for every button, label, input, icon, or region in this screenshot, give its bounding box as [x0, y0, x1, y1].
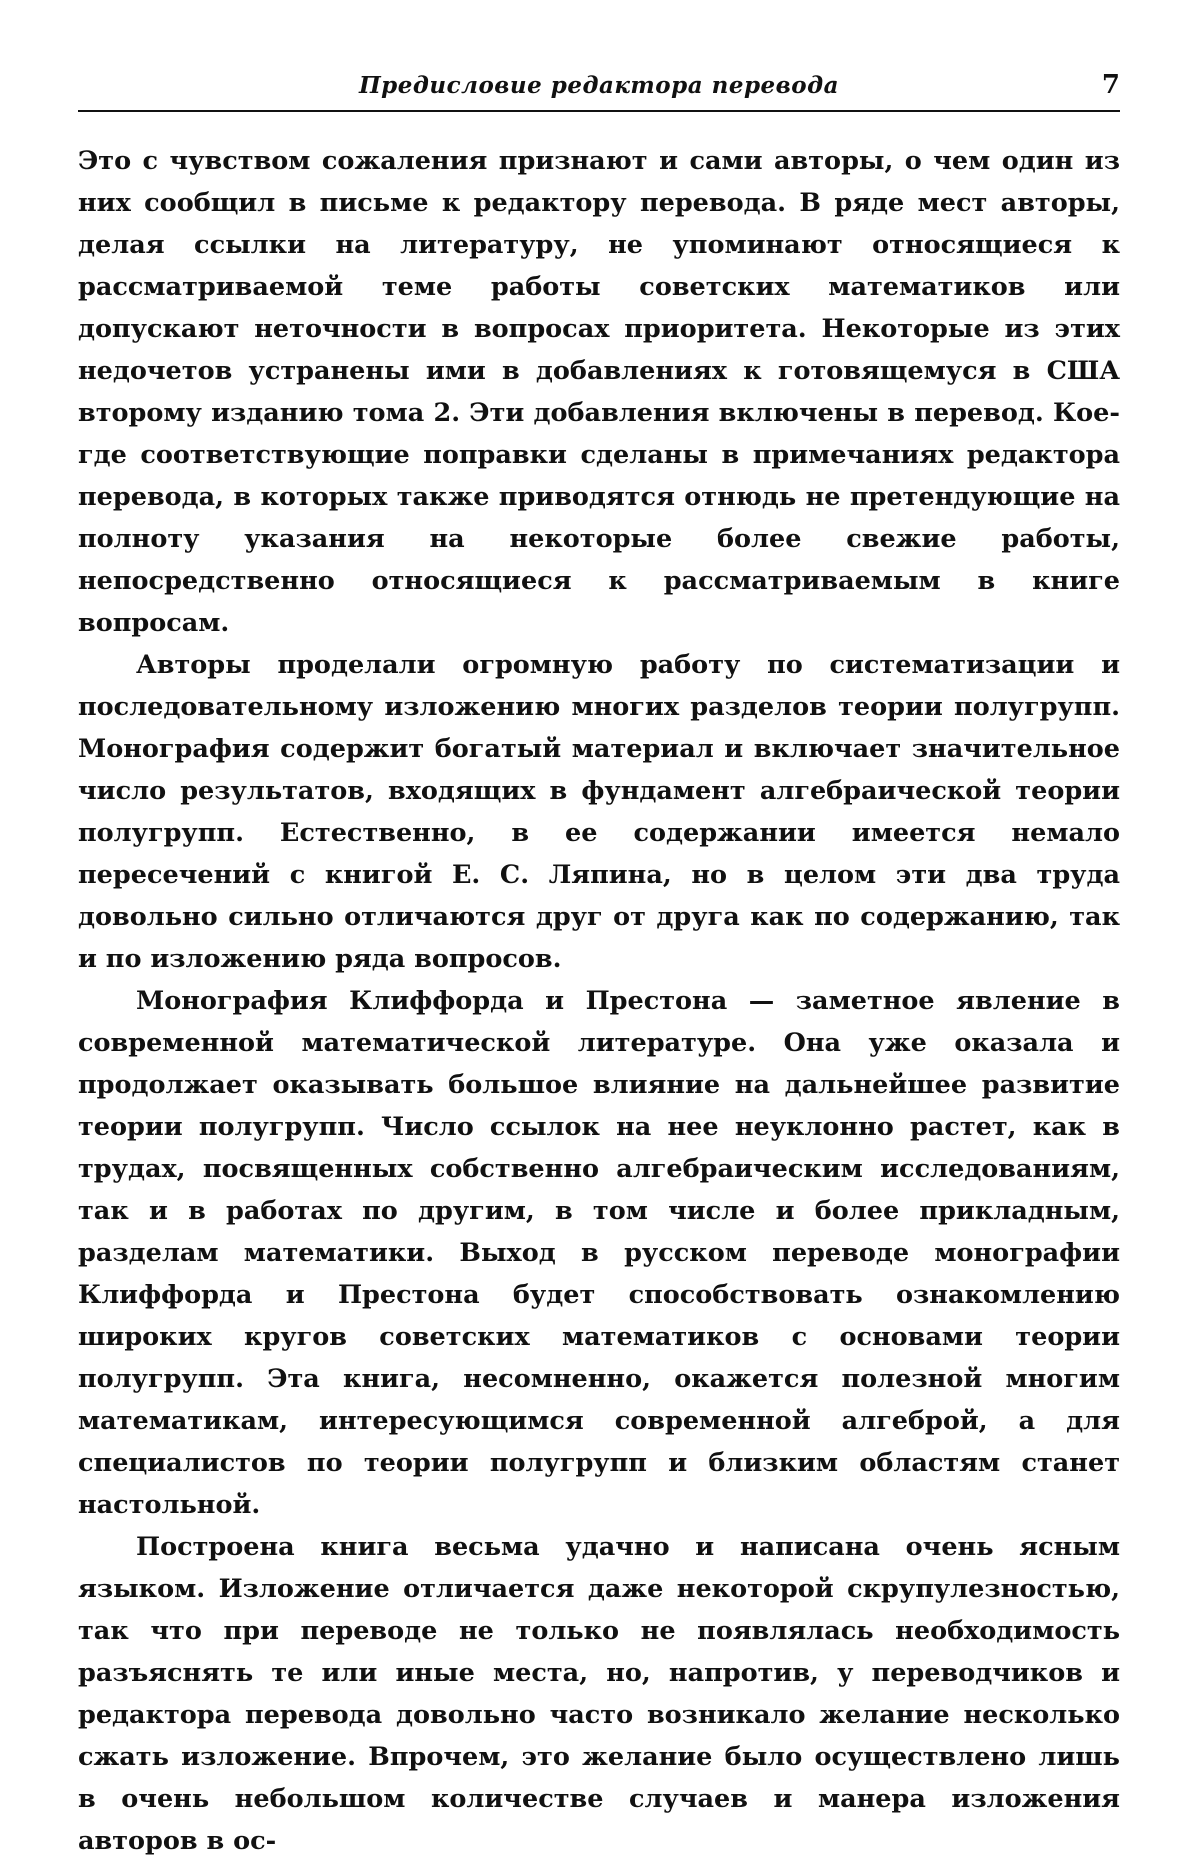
body-text — [78, 140, 1120, 1862]
book-page — [78, 70, 1120, 1856]
paragraph: Это с чувством сожаления признают и сами авторы, о чем один из них сообщил в письме к редактору перевода. В ряде мест авторы, делая ссылки на литературу, не упоминают относящиеся к рассматриваемой теме работы советских математиков или допускают неточности в вопросах приоритета. Некоторые из этих недочетов устранены ими в добавлениях к готовящемуся в США второму изданию тома 2. Эти добавления включены в перевод. Кое-где соответствующие поправки сделаны в примечаниях редактора перевода, в которых также приводятся отнюдь не претендующие на полноту указания на некоторые более свежие работы, непосредственно относящиеся к рассматриваемым в книге вопросам. — [78, 146, 1120, 638]
paragraph: Монография Клиффорда и Престона — заметное явление в современной математической литературе. Она уже оказала и продолжает оказывать большое влияние на дальнейшее развитие теории полугрупп. Число ссылок на нее неуклонно растет, как в трудах, посвященных собственно алгебраическим исследованиям, так и в работах по другим, в том числе и более прикладным, разделам математики. Выход в русском переводе монографии Клиффорда и Престона будет способствовать ознакомлению широких кругов советских математиков с основами теории полугрупп. Эта книга, несомненно, окажется полезной многим математикам, интересующимся современной алгеброй, а для специалистов по теории полугрупп и близким областям станет настольной. — [78, 986, 1120, 1520]
paragraph: Построена книга весьма удачно и написана очень ясным языком. Изложение отличается даже некоторой скрупулезностью, так что при переводе не только не появлялась необходимость разъяснять те или иные места, но, напротив, у переводчиков и редактора перевода довольно часто возникало желание несколько сжать изложение. Впрочем, это желание было осуществлено лишь в очень небольшом количестве случаев и манера изложения авторов в ос- — [78, 1532, 1120, 1856]
running-head — [78, 70, 1120, 112]
page-number: 7 — [1101, 70, 1120, 100]
running-title: Предисловие редактора перевода — [358, 72, 840, 99]
paragraph: Авторы проделали огромную работу по систематизации и последовательному изложению многих разделов теории полугрупп. Монография содержит богатый материал и включает значительное число результатов, входящих в фундамент алгебраической теории полугрупп. Естественно, в ее содержании имеется немало пересечений с книгой Е. С. Ляпина, но в целом эти два труда довольно сильно отличаются друг от друга как по содержанию, так и по изложению ряда вопросов. — [78, 650, 1120, 974]
